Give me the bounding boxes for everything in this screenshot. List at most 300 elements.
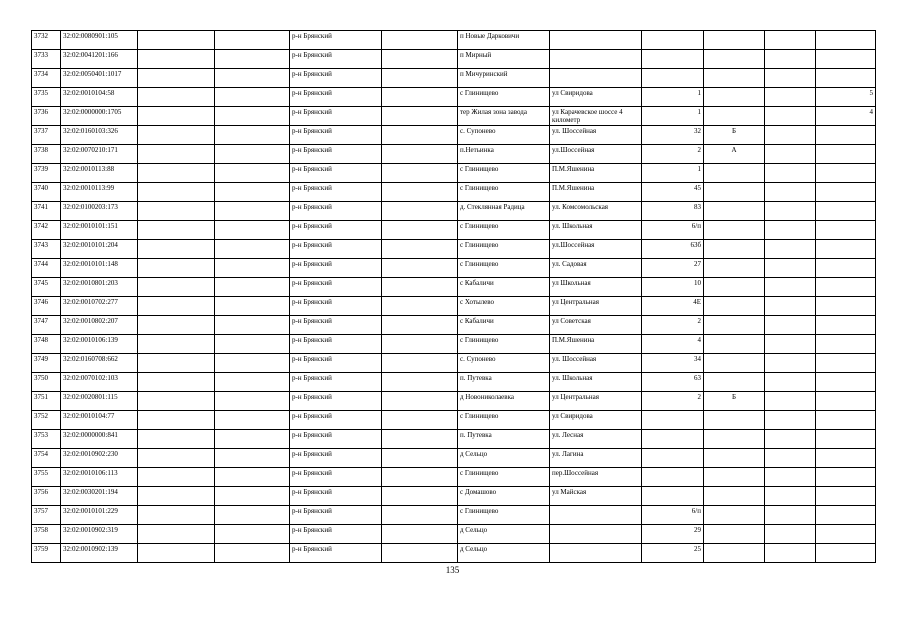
locality-cell: п. Путевка — [458, 430, 550, 449]
street-cell: ул. Лесная — [550, 430, 642, 449]
empty-cell — [765, 126, 816, 145]
house-letter-cell — [704, 221, 765, 240]
empty-cell — [382, 487, 458, 506]
house-letter-cell — [704, 506, 765, 525]
row-number-cell: 3732 — [32, 31, 61, 50]
house-number-cell — [642, 487, 704, 506]
street-cell: ул. Лагина — [550, 449, 642, 468]
table-row — [32, 183, 876, 202]
empty-cell — [138, 88, 215, 107]
house-number-cell — [642, 69, 704, 88]
locality-cell: с Глинищево — [458, 259, 550, 278]
extra-number-cell — [816, 316, 876, 335]
cadastral-number-cell: 32:02:0050401:1017 — [61, 69, 138, 88]
row-number-cell: 3741 — [32, 202, 61, 221]
locality-cell: д Сельцо — [458, 525, 550, 544]
district-cell: р-н Брянский — [290, 164, 382, 183]
extra-number-cell — [816, 468, 876, 487]
cadastral-number-cell: 32:02:0070102:103 — [61, 373, 138, 392]
house-letter-cell — [704, 411, 765, 430]
house-letter-cell — [704, 487, 765, 506]
row-number-cell: 3742 — [32, 221, 61, 240]
cadastral-number-cell: 32:02:0010101:229 — [61, 506, 138, 525]
locality-cell: п Мичуринский — [458, 69, 550, 88]
empty-cell — [138, 297, 215, 316]
row-number-cell: 3759 — [32, 544, 61, 563]
house-number-cell — [642, 468, 704, 487]
row-number-cell: 3736 — [32, 107, 61, 126]
locality-cell: п.Нетьинка — [458, 145, 550, 164]
house-letter-cell: А — [704, 145, 765, 164]
house-letter-cell — [704, 88, 765, 107]
empty-cell — [215, 411, 290, 430]
empty-cell — [138, 145, 215, 164]
cadastral-number-cell: 32:02:0000000:1705 — [61, 107, 138, 126]
locality-cell: д Сельцо — [458, 544, 550, 563]
house-number-cell — [642, 411, 704, 430]
house-number-cell: 1 — [642, 107, 704, 126]
row-number-cell: 3744 — [32, 259, 61, 278]
extra-number-cell — [816, 240, 876, 259]
table-row — [32, 107, 876, 126]
empty-cell — [765, 69, 816, 88]
extra-number-cell — [816, 373, 876, 392]
empty-cell — [138, 449, 215, 468]
house-number-cell: 6/п — [642, 221, 704, 240]
empty-cell — [382, 449, 458, 468]
row-number-cell: 3733 — [32, 50, 61, 69]
house-letter-cell — [704, 69, 765, 88]
district-cell: р-н Брянский — [290, 544, 382, 563]
table-row — [32, 392, 876, 411]
street-cell — [550, 506, 642, 525]
house-letter-cell — [704, 430, 765, 449]
cadastral-number-cell: 32:02:0010104:77 — [61, 411, 138, 430]
extra-number-cell — [816, 69, 876, 88]
house-letter-cell — [704, 164, 765, 183]
empty-cell — [138, 183, 215, 202]
row-number-cell: 3751 — [32, 392, 61, 411]
district-cell: р-н Брянский — [290, 145, 382, 164]
district-cell: р-н Брянский — [290, 88, 382, 107]
district-cell: р-н Брянский — [290, 335, 382, 354]
row-number-cell: 3749 — [32, 354, 61, 373]
empty-cell — [138, 544, 215, 563]
house-number-cell — [642, 50, 704, 69]
house-letter-cell — [704, 50, 765, 69]
house-number-cell — [642, 449, 704, 468]
house-letter-cell — [704, 544, 765, 563]
street-cell — [550, 50, 642, 69]
house-number-cell: 2 — [642, 392, 704, 411]
street-cell: П.М.Яшенина — [550, 335, 642, 354]
extra-number-cell — [816, 506, 876, 525]
table-row — [32, 221, 876, 240]
table-row — [32, 297, 876, 316]
cadastral-number-cell: 32:02:0160103:326 — [61, 126, 138, 145]
locality-cell: с Глинищево — [458, 506, 550, 525]
house-letter-cell — [704, 297, 765, 316]
locality-cell: п Новые Дарковичи — [458, 31, 550, 50]
empty-cell — [765, 88, 816, 107]
cadastral-number-cell: 32:02:0010101:204 — [61, 240, 138, 259]
empty-cell — [765, 468, 816, 487]
table-row — [32, 487, 876, 506]
street-cell: ул. Шоссейная — [550, 126, 642, 145]
empty-cell — [138, 221, 215, 240]
street-cell — [550, 69, 642, 88]
empty-cell — [138, 278, 215, 297]
cadastral-number-cell: 32:02:0010101:148 — [61, 259, 138, 278]
empty-cell — [138, 126, 215, 145]
row-number-cell: 3748 — [32, 335, 61, 354]
row-number-cell: 3743 — [32, 240, 61, 259]
district-cell: р-н Брянский — [290, 487, 382, 506]
empty-cell — [382, 430, 458, 449]
locality-cell: с. Супонево — [458, 126, 550, 145]
house-letter-cell — [704, 183, 765, 202]
extra-number-cell — [816, 487, 876, 506]
empty-cell — [765, 487, 816, 506]
empty-cell — [765, 506, 816, 525]
empty-cell — [765, 164, 816, 183]
locality-cell: с. Супонево — [458, 354, 550, 373]
locality-cell: с Глинищево — [458, 183, 550, 202]
row-number-cell: 3746 — [32, 297, 61, 316]
extra-number-cell — [816, 430, 876, 449]
empty-cell — [215, 354, 290, 373]
empty-cell — [382, 240, 458, 259]
empty-cell — [382, 373, 458, 392]
empty-cell — [215, 430, 290, 449]
locality-cell: с Глинищево — [458, 164, 550, 183]
locality-cell: с Глинищево — [458, 240, 550, 259]
empty-cell — [382, 297, 458, 316]
empty-cell — [382, 107, 458, 126]
cadastral-number-cell: 32:02:0010902:230 — [61, 449, 138, 468]
empty-cell — [382, 525, 458, 544]
empty-cell — [382, 354, 458, 373]
row-number-cell: 3745 — [32, 278, 61, 297]
house-number-cell: 1 — [642, 164, 704, 183]
house-number-cell — [642, 31, 704, 50]
street-cell — [550, 544, 642, 563]
empty-cell — [215, 449, 290, 468]
house-number-cell: 34 — [642, 354, 704, 373]
empty-cell — [765, 145, 816, 164]
street-cell: ул Свиридова — [550, 88, 642, 107]
empty-cell — [215, 335, 290, 354]
house-letter-cell — [704, 335, 765, 354]
house-letter-cell — [704, 525, 765, 544]
table-row — [32, 506, 876, 525]
district-cell: р-н Брянский — [290, 506, 382, 525]
empty-cell — [382, 278, 458, 297]
empty-cell — [215, 316, 290, 335]
empty-cell — [215, 126, 290, 145]
house-letter-cell: Б — [704, 392, 765, 411]
empty-cell — [215, 107, 290, 126]
empty-cell — [765, 335, 816, 354]
house-number-cell: 63б — [642, 240, 704, 259]
empty-cell — [138, 50, 215, 69]
empty-cell — [765, 183, 816, 202]
cadastral-number-cell: 32:02:0010801:203 — [61, 278, 138, 297]
table-row — [32, 468, 876, 487]
empty-cell — [382, 392, 458, 411]
district-cell: р-н Брянский — [290, 525, 382, 544]
street-cell: ул. Школьная — [550, 221, 642, 240]
table-row — [32, 240, 876, 259]
empty-cell — [215, 69, 290, 88]
empty-cell — [215, 468, 290, 487]
empty-cell — [382, 506, 458, 525]
extra-number-cell — [816, 525, 876, 544]
empty-cell — [765, 392, 816, 411]
row-number-cell: 3752 — [32, 411, 61, 430]
empty-cell — [215, 240, 290, 259]
table-row — [32, 449, 876, 468]
district-cell: р-н Брянский — [290, 373, 382, 392]
empty-cell — [215, 544, 290, 563]
district-cell: р-н Брянский — [290, 31, 382, 50]
street-cell: ул Карачевское шоссе 4 километр — [550, 107, 642, 126]
street-cell: ул Школьная — [550, 278, 642, 297]
extra-number-cell: 5 — [816, 88, 876, 107]
empty-cell — [215, 50, 290, 69]
empty-cell — [138, 316, 215, 335]
row-number-cell: 3747 — [32, 316, 61, 335]
empty-cell — [382, 468, 458, 487]
empty-cell — [765, 373, 816, 392]
locality-cell: д. Стеклянная Радица — [458, 202, 550, 221]
house-number-cell: 10 — [642, 278, 704, 297]
district-cell: р-н Брянский — [290, 126, 382, 145]
locality-cell: д Новониколаевка — [458, 392, 550, 411]
cadastral-number-cell: 32:02:0010101:151 — [61, 221, 138, 240]
extra-number-cell — [816, 126, 876, 145]
district-cell: р-н Брянский — [290, 278, 382, 297]
house-number-cell: 45 — [642, 183, 704, 202]
district-cell: р-н Брянский — [290, 411, 382, 430]
cadastral-number-cell: 32:02:0070210:171 — [61, 145, 138, 164]
cadastral-number-cell: 32:02:0041201:166 — [61, 50, 138, 69]
empty-cell — [138, 240, 215, 259]
empty-cell — [215, 164, 290, 183]
extra-number-cell — [816, 221, 876, 240]
table-row — [32, 69, 876, 88]
empty-cell — [138, 525, 215, 544]
house-letter-cell — [704, 240, 765, 259]
district-cell: р-н Брянский — [290, 259, 382, 278]
empty-cell — [138, 107, 215, 126]
extra-number-cell — [816, 335, 876, 354]
cadastral-number-cell: 32:02:0010902:319 — [61, 525, 138, 544]
empty-cell — [215, 487, 290, 506]
empty-cell — [215, 373, 290, 392]
empty-cell — [138, 430, 215, 449]
row-number-cell: 3755 — [32, 468, 61, 487]
registry-table-body — [32, 31, 876, 563]
table-row — [32, 525, 876, 544]
empty-cell — [215, 31, 290, 50]
house-number-cell: 63 — [642, 373, 704, 392]
district-cell: р-н Брянский — [290, 107, 382, 126]
empty-cell — [138, 392, 215, 411]
cadastral-number-cell: 32:02:0010702:277 — [61, 297, 138, 316]
empty-cell — [765, 259, 816, 278]
table-row — [32, 335, 876, 354]
empty-cell — [215, 297, 290, 316]
registry-table — [31, 30, 876, 563]
empty-cell — [138, 202, 215, 221]
locality-cell: тер Жилая зона завода — [458, 107, 550, 126]
row-number-cell: 3750 — [32, 373, 61, 392]
extra-number-cell — [816, 259, 876, 278]
empty-cell — [138, 69, 215, 88]
street-cell: ул. Комсомольская — [550, 202, 642, 221]
house-letter-cell — [704, 468, 765, 487]
empty-cell — [138, 164, 215, 183]
empty-cell — [138, 354, 215, 373]
empty-cell — [215, 221, 290, 240]
cadastral-number-cell: 32:02:0010902:139 — [61, 544, 138, 563]
house-letter-cell: Б — [704, 126, 765, 145]
empty-cell — [215, 183, 290, 202]
house-number-cell: 83 — [642, 202, 704, 221]
house-number-cell — [642, 430, 704, 449]
house-letter-cell — [704, 31, 765, 50]
cadastral-number-cell: 32:02:0100203:173 — [61, 202, 138, 221]
empty-cell — [765, 240, 816, 259]
empty-cell — [382, 544, 458, 563]
empty-cell — [138, 487, 215, 506]
street-cell: ул Советская — [550, 316, 642, 335]
house-number-cell: 27 — [642, 259, 704, 278]
cadastral-number-cell: 32:02:0010113:88 — [61, 164, 138, 183]
empty-cell — [765, 449, 816, 468]
house-number-cell: 2 — [642, 145, 704, 164]
table-row — [32, 354, 876, 373]
empty-cell — [382, 316, 458, 335]
row-number-cell: 3754 — [32, 449, 61, 468]
table-row — [32, 544, 876, 563]
cadastral-number-cell: 32:02:0010106:113 — [61, 468, 138, 487]
empty-cell — [382, 164, 458, 183]
cadastral-number-cell: 32:02:0010802:207 — [61, 316, 138, 335]
extra-number-cell — [816, 50, 876, 69]
table-row — [32, 31, 876, 50]
district-cell: р-н Брянский — [290, 202, 382, 221]
house-number-cell: 6/п — [642, 506, 704, 525]
empty-cell — [765, 316, 816, 335]
street-cell: ул Центральная — [550, 392, 642, 411]
cadastral-number-cell: 32:02:0080901:105 — [61, 31, 138, 50]
table-row — [32, 316, 876, 335]
empty-cell — [765, 278, 816, 297]
house-letter-cell — [704, 107, 765, 126]
table-row — [32, 50, 876, 69]
table-row — [32, 202, 876, 221]
house-number-cell: 4Е — [642, 297, 704, 316]
table-row — [32, 373, 876, 392]
row-number-cell: 3758 — [32, 525, 61, 544]
street-cell — [550, 31, 642, 50]
district-cell: р-н Брянский — [290, 354, 382, 373]
empty-cell — [382, 69, 458, 88]
extra-number-cell — [816, 202, 876, 221]
street-cell: ул. Шоссейная — [550, 354, 642, 373]
locality-cell: с Глинищево — [458, 88, 550, 107]
locality-cell: д Сельцо — [458, 449, 550, 468]
district-cell: р-н Брянский — [290, 297, 382, 316]
district-cell: р-н Брянский — [290, 430, 382, 449]
district-cell: р-н Брянский — [290, 240, 382, 259]
district-cell: р-н Брянский — [290, 449, 382, 468]
locality-cell: с Хотылево — [458, 297, 550, 316]
house-letter-cell — [704, 259, 765, 278]
district-cell: р-н Брянский — [290, 221, 382, 240]
empty-cell — [382, 145, 458, 164]
extra-number-cell — [816, 278, 876, 297]
house-letter-cell — [704, 316, 765, 335]
empty-cell — [765, 525, 816, 544]
empty-cell — [382, 259, 458, 278]
locality-cell: с Глинищево — [458, 468, 550, 487]
empty-cell — [215, 202, 290, 221]
house-letter-cell — [704, 373, 765, 392]
street-cell: пер.Шоссейная — [550, 468, 642, 487]
row-number-cell: 3757 — [32, 506, 61, 525]
extra-number-cell — [816, 544, 876, 563]
table-row — [32, 164, 876, 183]
empty-cell — [138, 373, 215, 392]
street-cell: ул.Шоссейная — [550, 145, 642, 164]
empty-cell — [382, 202, 458, 221]
district-cell: р-н Брянский — [290, 50, 382, 69]
empty-cell — [382, 31, 458, 50]
house-number-cell: 1 — [642, 88, 704, 107]
empty-cell — [138, 31, 215, 50]
empty-cell — [765, 411, 816, 430]
cadastral-number-cell: 32:02:0160708:662 — [61, 354, 138, 373]
table-row — [32, 126, 876, 145]
extra-number-cell — [816, 31, 876, 50]
house-number-cell: 25 — [642, 544, 704, 563]
empty-cell — [382, 126, 458, 145]
extra-number-cell — [816, 297, 876, 316]
house-number-cell: 29 — [642, 525, 704, 544]
house-letter-cell — [704, 449, 765, 468]
street-cell: П.М.Яшенина — [550, 183, 642, 202]
empty-cell — [382, 88, 458, 107]
empty-cell — [138, 468, 215, 487]
street-cell: ул Центральная — [550, 297, 642, 316]
district-cell: р-н Брянский — [290, 392, 382, 411]
empty-cell — [215, 278, 290, 297]
house-letter-cell — [704, 278, 765, 297]
empty-cell — [215, 88, 290, 107]
house-number-cell: 32 — [642, 126, 704, 145]
row-number-cell: 3735 — [32, 88, 61, 107]
extra-number-cell — [816, 145, 876, 164]
street-cell — [550, 525, 642, 544]
cadastral-number-cell: 32:02:0010106:139 — [61, 335, 138, 354]
house-letter-cell — [704, 202, 765, 221]
street-cell: ул. Садовая — [550, 259, 642, 278]
empty-cell — [215, 145, 290, 164]
empty-cell — [765, 430, 816, 449]
